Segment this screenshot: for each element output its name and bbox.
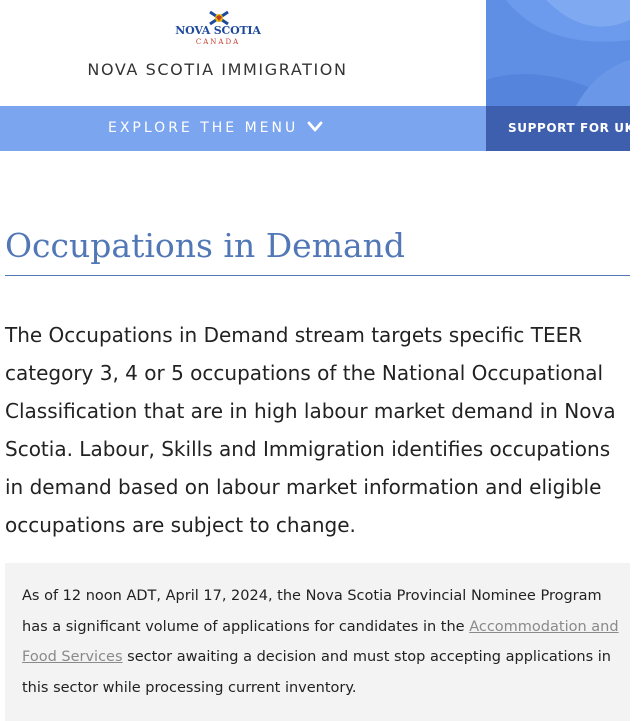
support-ukraine-link[interactable]: SUPPORT FOR UKR (508, 121, 644, 135)
logo-wordmark: NOVA SCOTIA (175, 24, 261, 37)
site-title[interactable]: NOVA SCOTIA IMMIGRATION (87, 60, 348, 79)
main-nav-bar (0, 106, 486, 151)
accommodation-food-services-link[interactable]: Accommodation and Food Services (22, 618, 619, 665)
title-divider (5, 275, 630, 276)
notice-text-after: sector awaiting a decision and must stop accepting applications in this sector while processing current inventory. (22, 649, 611, 696)
notice-text-before: As of 12 noon ADT, April 17, 2024, the Nova Scotia Provincial Nominee Program has a significant volume of applications for candidates in the (22, 588, 602, 635)
hero-decoration (486, 0, 630, 106)
notice-box (5, 563, 630, 721)
chevron-down-icon[interactable] (308, 122, 322, 132)
decorative-waves (486, 0, 630, 106)
logo-subtitle: CANADA (195, 38, 241, 46)
notice-text (22, 581, 627, 703)
nova-scotia-logo[interactable] (168, 10, 268, 50)
ukraine-support-bar (486, 106, 644, 151)
intro-paragraph: The Occupations in Demand stream targets specific TEER category 3, 4 or 5 occupations of the National Occupational Classification that are in high labour market demand in Nova Scotia. Labour, Skills and Immigration identifies occupations in demand based on labour market information and eligible occupations are subject to change. (5, 323, 616, 537)
explore-menu-button[interactable]: EXPLORE THE MENU (108, 120, 299, 136)
page-title: Occupations in Demand (5, 226, 406, 265)
